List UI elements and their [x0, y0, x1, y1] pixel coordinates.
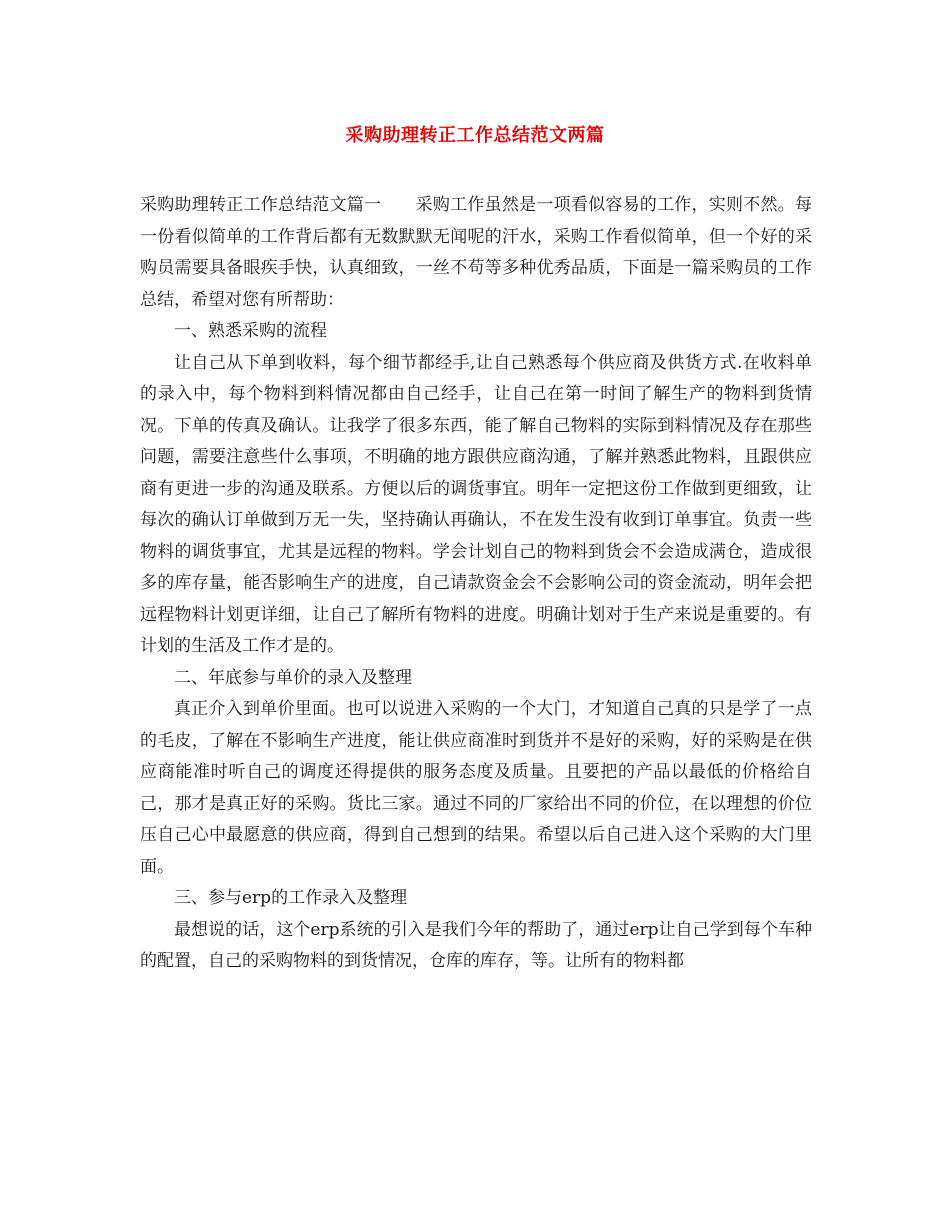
- section-body-3: 最想说的话，这个erp系统的引入是我们今年的帮助了，通过erp让自己学到每个车种的配置，自己的采购物料的到货情况，仓库的库存，等。让所有的物料都: [140, 919, 812, 971]
- section-body-2: 真正介入到单价里面。也可以说进入采购的一个大门，才知道自己真的只是学了一点的毛皮，了解在不影响生产进度，能让供应商准时到货并不是好的采购，好的采购是在供应商能准时听自己的调度还得提供的服务态度及质量。且要把的产品以最低的价格给自己，那才是真正好的采购。货比三家。通过不同的厂家给出不同的价位，在以理想的价位压自己心中最愿意的供应商，得到自己想到的结果。希望以后自己进入这个采购的大门里面。: [140, 699, 812, 877]
- section-heading-1: 一、熟悉采购的流程: [174, 321, 327, 341]
- section-heading-2: 二、年底参与单价的录入及整理: [174, 667, 412, 688]
- intro-heading: 采购助理转正工作总结范文篇一: [140, 195, 382, 215]
- section-body-1: 让自己从下单到收料，每个细节都经手,让自己熟悉每个供应商及供货方式.在收料单的录入中，每个物料到料情况都由自己经手，让自己在第一时间了解生产的物料到货情况。下单的传真及确认。让我学了很多东西，能了解自己物料的实际到料情况及存在那些问题，需要注意些什么事项，不明确的地方跟供应商沟通，了解并熟悉此物料，且跟供应商有更进一步的沟通及联系。方便以后的调货事宜。明年一定把这份工作做到更细致，让每次的确认订单做到万无一失，坚持确认再确认，不在发生没有收到订单事宜。负责一些物料的调货事宜，尤其是远程的物料。学会计划自己的物料到货会不会造成满仓，造成很多的库存量，能否影响生产的进度，自己请款资金会不会影响公司的资金流动，明年会把远程物料计划更详细，让自己了解所有物料的进度。明确计划对于生产来说是重要的。有计划的生活及工作才是的。: [140, 352, 812, 656]
- document-body: [140, 190, 812, 978]
- section-heading-3: 三、参与erp的工作录入及整理: [174, 888, 408, 908]
- document-title: 采购助理转正工作总结范文两篇: [345, 125, 605, 146]
- intro-paragraph: [140, 190, 812, 316]
- intro-text: 采购工作虽然是一项看似容易的工作，实则不然。每一份看似简单的工作背后都有无数默默无闻呢的汗水，采购工作看似简单，但一个好的采购员需要具备眼疾手快，认真细致，一丝不苟等多种优秀品质，下面是一篇采购员的工作总结，希望对您有所帮助：: [140, 195, 812, 310]
